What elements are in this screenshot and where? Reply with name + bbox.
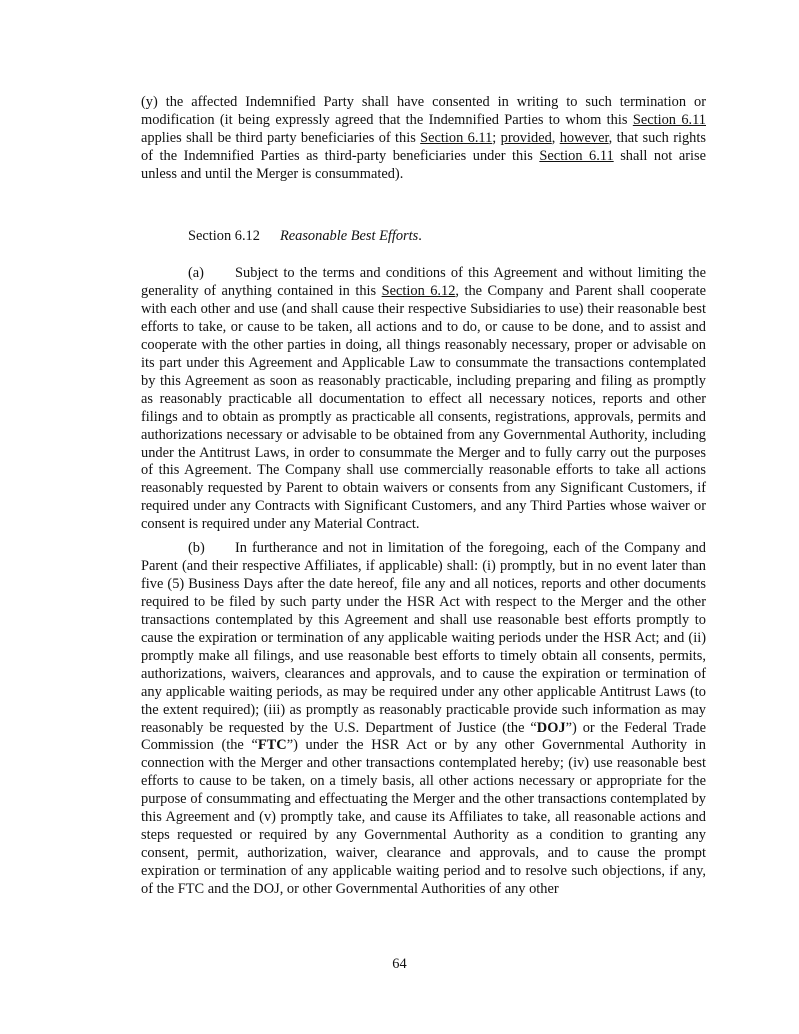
text-run: applies shall be third party beneficiaries of this bbox=[141, 129, 421, 146]
paragraph-y-continuation bbox=[141, 94, 706, 184]
text-run: , the Company and Parent shall cooperate with each other and use (and shall cause their respective Subsidiaries to use) their reasonable best efforts to take, or cause to be taken, all actions and to do, or cause to be done, and to assist and cooperate with the other parties in doing, all things reasonably necessary, proper or advisable on its part under this Agreement and Applicable Law to consummate the transactions contemplated by this Agreement as soon as reasonably practicable, including preparing and filing as promptly as reasonably practicable all documentation to effect all necessary notices, reports and other filings and to obtain as promptly as practicable all consents, registrations, approvals, permits and authorizations necessary or advisable to be obtained from any Governmental Authority, including under the Antitrust Laws, in order to consummate the Merger and to fully carry out the purposes of this Agreement. The Company shall use commercially reasonable efforts to take all actions reasonably requested by Parent to obtain waivers or consents from any Significant Customers, if required under any Contracts with Significant Customers, and any Third Parties whose waiver or consent is required under any Material Contract. bbox=[141, 282, 706, 533]
section-reference: Section 6.11 bbox=[420, 129, 493, 146]
paragraph-label: (b) bbox=[188, 540, 205, 556]
section-reference: Section 6.11 bbox=[539, 147, 614, 164]
paragraph-label: (a) bbox=[188, 265, 204, 281]
text-run: shall not arise unless and until the Merger is consummated). bbox=[141, 147, 706, 182]
section-heading bbox=[188, 228, 422, 246]
section-reference: Section 6.11 bbox=[632, 111, 706, 128]
text-run: ; bbox=[492, 129, 501, 146]
defined-term-doj: DOJ bbox=[536, 719, 566, 736]
section-reference: Section 6.12 bbox=[381, 282, 456, 299]
text-run: In furtherance and not in limitation of the foregoing, each of the Company and Parent (and their respective Affiliates, if applicable) shall: (i) promptly, but in no event later than five (5) Business Days after the date hereof, file any and all notices, reports and other documents required to be filed by such party under the HSR Act with respect to the Merger and the other transactions contemplated by this Agreement and shall use reasonable best efforts promptly to cause the expiration or termination of any applicable waiting periods under the HSR Act; and (ii) promptly make all filings, and use reasonable best efforts to timely obtain all consents, permits, authorizations, waivers, clearances and approvals, and to cause the expiration or termination of any applicable waiting periods, as may be required under any other applicable Antitrust Laws (to the extent required); (iii) as promptly as reasonably practicable provide such information as may reasonably be requested by the U.S. Department of Justice (the “ bbox=[141, 540, 706, 736]
text-run: (y) the affected Indemnified Party shall have consented in writing to such termination or modification (it being expressly agreed that the Indemnified Parties to whom this bbox=[141, 94, 706, 128]
provided-term: provided bbox=[500, 129, 552, 146]
page-number: 64 bbox=[392, 956, 407, 972]
text-run: ”) or the Federal Trade Commission (the “ bbox=[141, 719, 707, 754]
however-term: however bbox=[559, 129, 609, 146]
paragraph-b bbox=[141, 540, 706, 899]
section-title: Reasonable Best Efforts bbox=[279, 228, 419, 244]
heading-period: . bbox=[418, 228, 422, 244]
text-run: , bbox=[551, 129, 560, 146]
text-run: , that such rights of the Indemnified Parties as third-party beneficiaries under this bbox=[141, 129, 706, 164]
text-run: Subject to the terms and conditions of this Agreement and without limiting the generality of anything contained in this bbox=[141, 265, 706, 299]
section-number: Section 6.12 bbox=[188, 228, 260, 244]
paragraph-a bbox=[141, 265, 706, 534]
defined-term-ftc: FTC bbox=[257, 737, 287, 754]
text-run: ”) under the HSR Act or by any other Governmental Authority in connection with the Merger and other transactions contemplated hereby; (iv) use reasonable best efforts to cause to be taken, on a timely basis, all other actions necessary or appropriate for the purpose of consummating and effectuating the Merger and the other transactions contemplated by this Agreement and (v) promptly take, and cause its Affiliates to take, all reasonable actions and steps requested or required by any Governmental Authority as a condition to granting any consent, permit, authorization, waiver, clearance and approvals, and to cause the prompt expiration or termination of any applicable waiting period and to resolve such objections, if any, of the FTC and the DOJ, or other Governmental Authorities of any other bbox=[141, 737, 706, 898]
